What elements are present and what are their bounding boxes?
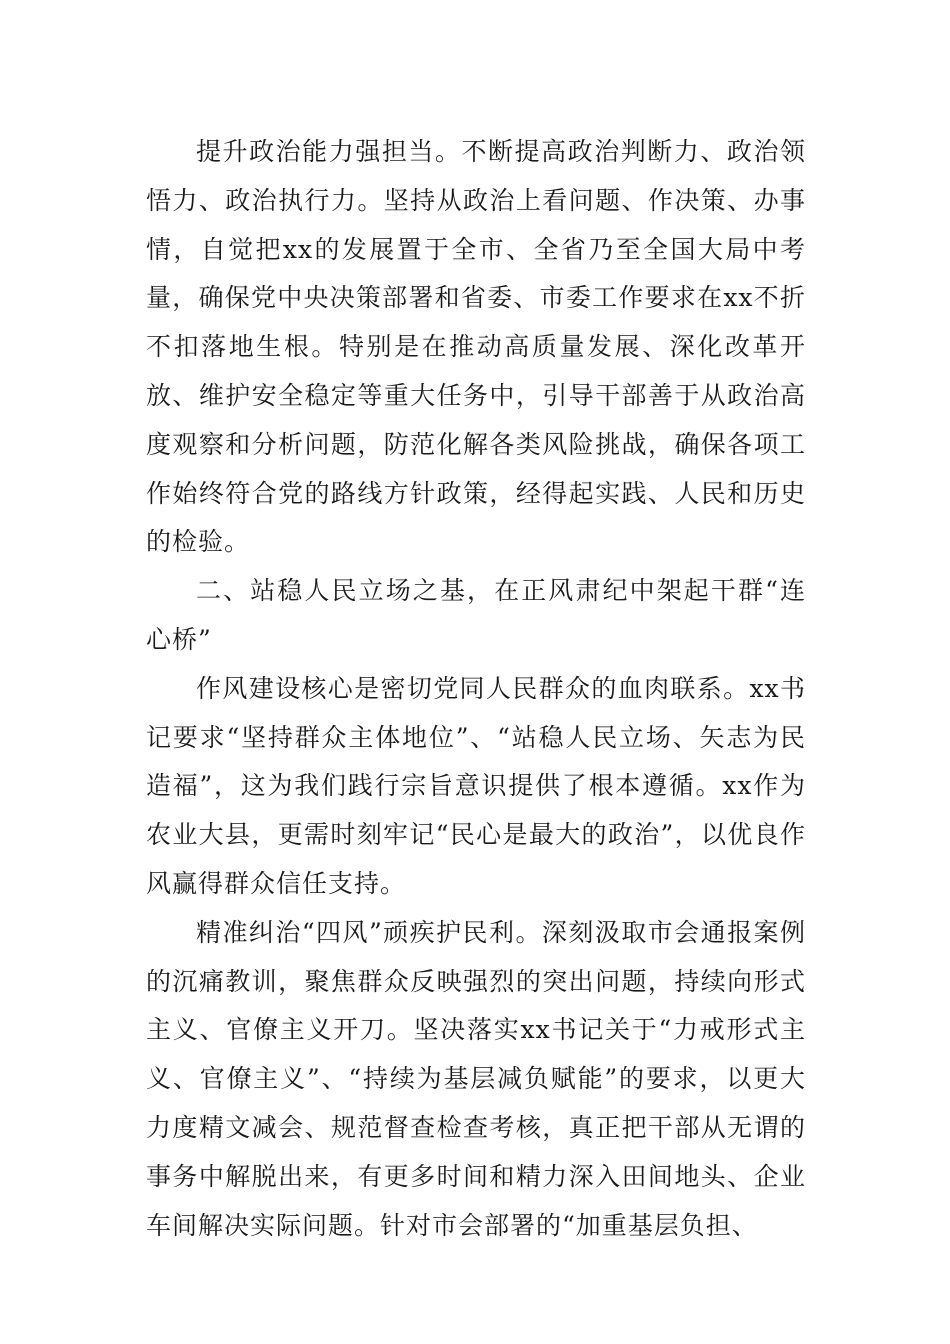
paragraph-four-styles-rectification: 精准纠治“四风”顽疾护民利。深刻汲取市会通报案例的沉痛教训，聚焦群众反映强烈的突出问题，持续向形式主义、官僚主义开刀。坚决落实xx书记关于“力戒形式主义、官僚主义”、“持续为基层减负赋能”的要求，以更大力度精文减会、规范督查检查考核，真正把干部从无谓的事务中解脱出来，有更多时间和精力深入田间地头、企业车间解决实际问题。针对市会部署的“加重基层负担、	[146, 917, 806, 1240]
section-heading-people-stance: 二、站稳人民立场之基，在正风肃纪中架起干群“连心桥”	[146, 576, 806, 654]
paragraph-work-style-core: 作风建设核心是密切党同人民群众的血肉联系。xx书记要求“坚持群众主体地位”、“站稳人民立场、矢志为民造福”，这为我们践行宗旨意识提供了根本遵循。xx作为农业大县，更需时刻牢记“民心是最大的政治”，以优良作风赢得群众信任支持。	[146, 673, 806, 898]
document-body	[146, 128, 806, 1250]
paragraph-political-ability: 提升政治能力强担当。不断提高政治判断力、政治领悟力、政治执行力。坚持从政治上看问题、作决策、办事情，自觉把xx的发展置于全市、全省乃至全国大局中考量，确保党中央决策部署和省委、市委工作要求在xx不折不扣落地生根。特别是在推动高质量发展、深化改革开放、维护安全稳定等重大任务中，引导干部善于从政治高度观察和分析问题，防范化解各类风险挑战，确保各项工作始终符合党的路线方针政策，经得起实践、人民和历史的检验。	[146, 137, 806, 557]
